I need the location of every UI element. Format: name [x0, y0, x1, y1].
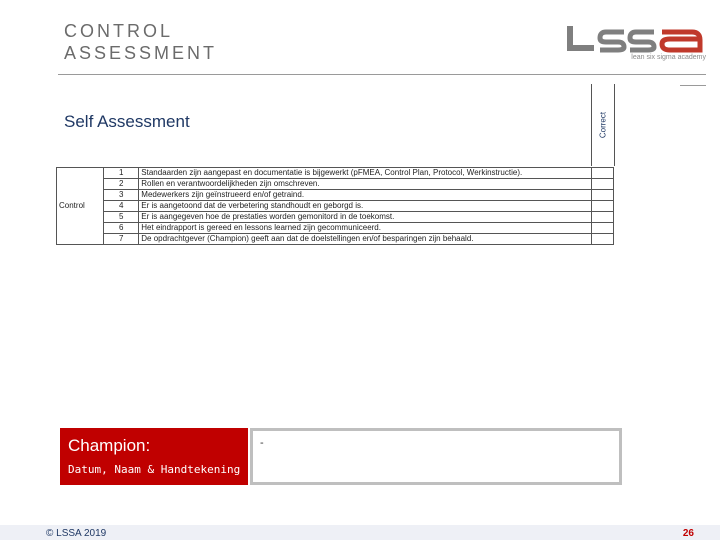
table-row: [57, 223, 614, 234]
correct-checkbox-cell[interactable]: [591, 201, 613, 212]
table-row: [57, 168, 614, 179]
champion-box: [60, 428, 248, 485]
row-number: 7: [104, 234, 139, 245]
header-divider-short: [680, 85, 706, 86]
signature-value: -: [260, 437, 264, 449]
logo-tagline: lean six sigma academy: [631, 54, 706, 61]
correct-checkbox-cell[interactable]: [591, 234, 613, 245]
champion-subtitle: Datum, Naam & Handtekening: [68, 463, 241, 476]
table-row: [57, 212, 614, 223]
criterion-text: Standaarden zijn aangepast en documentatie is bijgewerkt (pFMEA, Control Plan, Protocol, Werkinstructie).: [139, 168, 592, 179]
row-number: 2: [104, 179, 139, 190]
page-number: 26: [682, 528, 694, 539]
correct-column-header: [591, 84, 615, 166]
criterion-text: Het eindrapport is gereed en lessons learned zijn gecommuniceerd.: [139, 223, 592, 234]
row-number: 1: [104, 168, 139, 179]
table-row: [57, 201, 614, 212]
correct-checkbox-cell[interactable]: [591, 212, 613, 223]
table-row: [57, 179, 614, 190]
row-number: 6: [104, 223, 139, 234]
signature-field[interactable]: [250, 428, 622, 485]
section-title: Self Assessment: [64, 112, 190, 131]
champion-title: Champion:: [68, 436, 151, 455]
assessment-table: [56, 167, 614, 245]
correct-checkbox-cell[interactable]: [591, 223, 613, 234]
header-divider: [58, 74, 706, 75]
category-cell: Control: [57, 168, 104, 245]
table-row: [57, 234, 614, 245]
correct-checkbox-cell[interactable]: [591, 190, 613, 201]
criterion-text: De opdrachtgever (Champion) geeft aan dat de doelstellingen en/of besparingen zijn behaald.: [139, 234, 592, 245]
correct-label: Correct: [598, 111, 608, 139]
row-number: 5: [104, 212, 139, 223]
criterion-text: Er is aangetoond dat de verbetering standhoudt en geborgd is.: [139, 201, 592, 212]
slide-title-line2: ASSESSMENT: [64, 43, 218, 63]
slide-title: [64, 20, 217, 64]
footer-bar: [0, 525, 720, 540]
row-number: 4: [104, 201, 139, 212]
correct-checkbox-cell[interactable]: [591, 168, 613, 179]
criterion-text: Medewerkers zijn geïnstrueerd en/of getraind.: [139, 190, 592, 201]
table-row: [57, 190, 614, 201]
criterion-text: Er is aangegeven hoe de prestaties worden gemonitord in de toekomst.: [139, 212, 592, 223]
slide-title-line1: CONTROL: [64, 21, 174, 41]
footer-copyright: © LSSA 2019: [46, 528, 107, 539]
row-number: 3: [104, 190, 139, 201]
criterion-text: Rollen en verantwoordelijkheden zijn omschreven.: [139, 179, 592, 190]
correct-checkbox-cell[interactable]: [591, 179, 613, 190]
